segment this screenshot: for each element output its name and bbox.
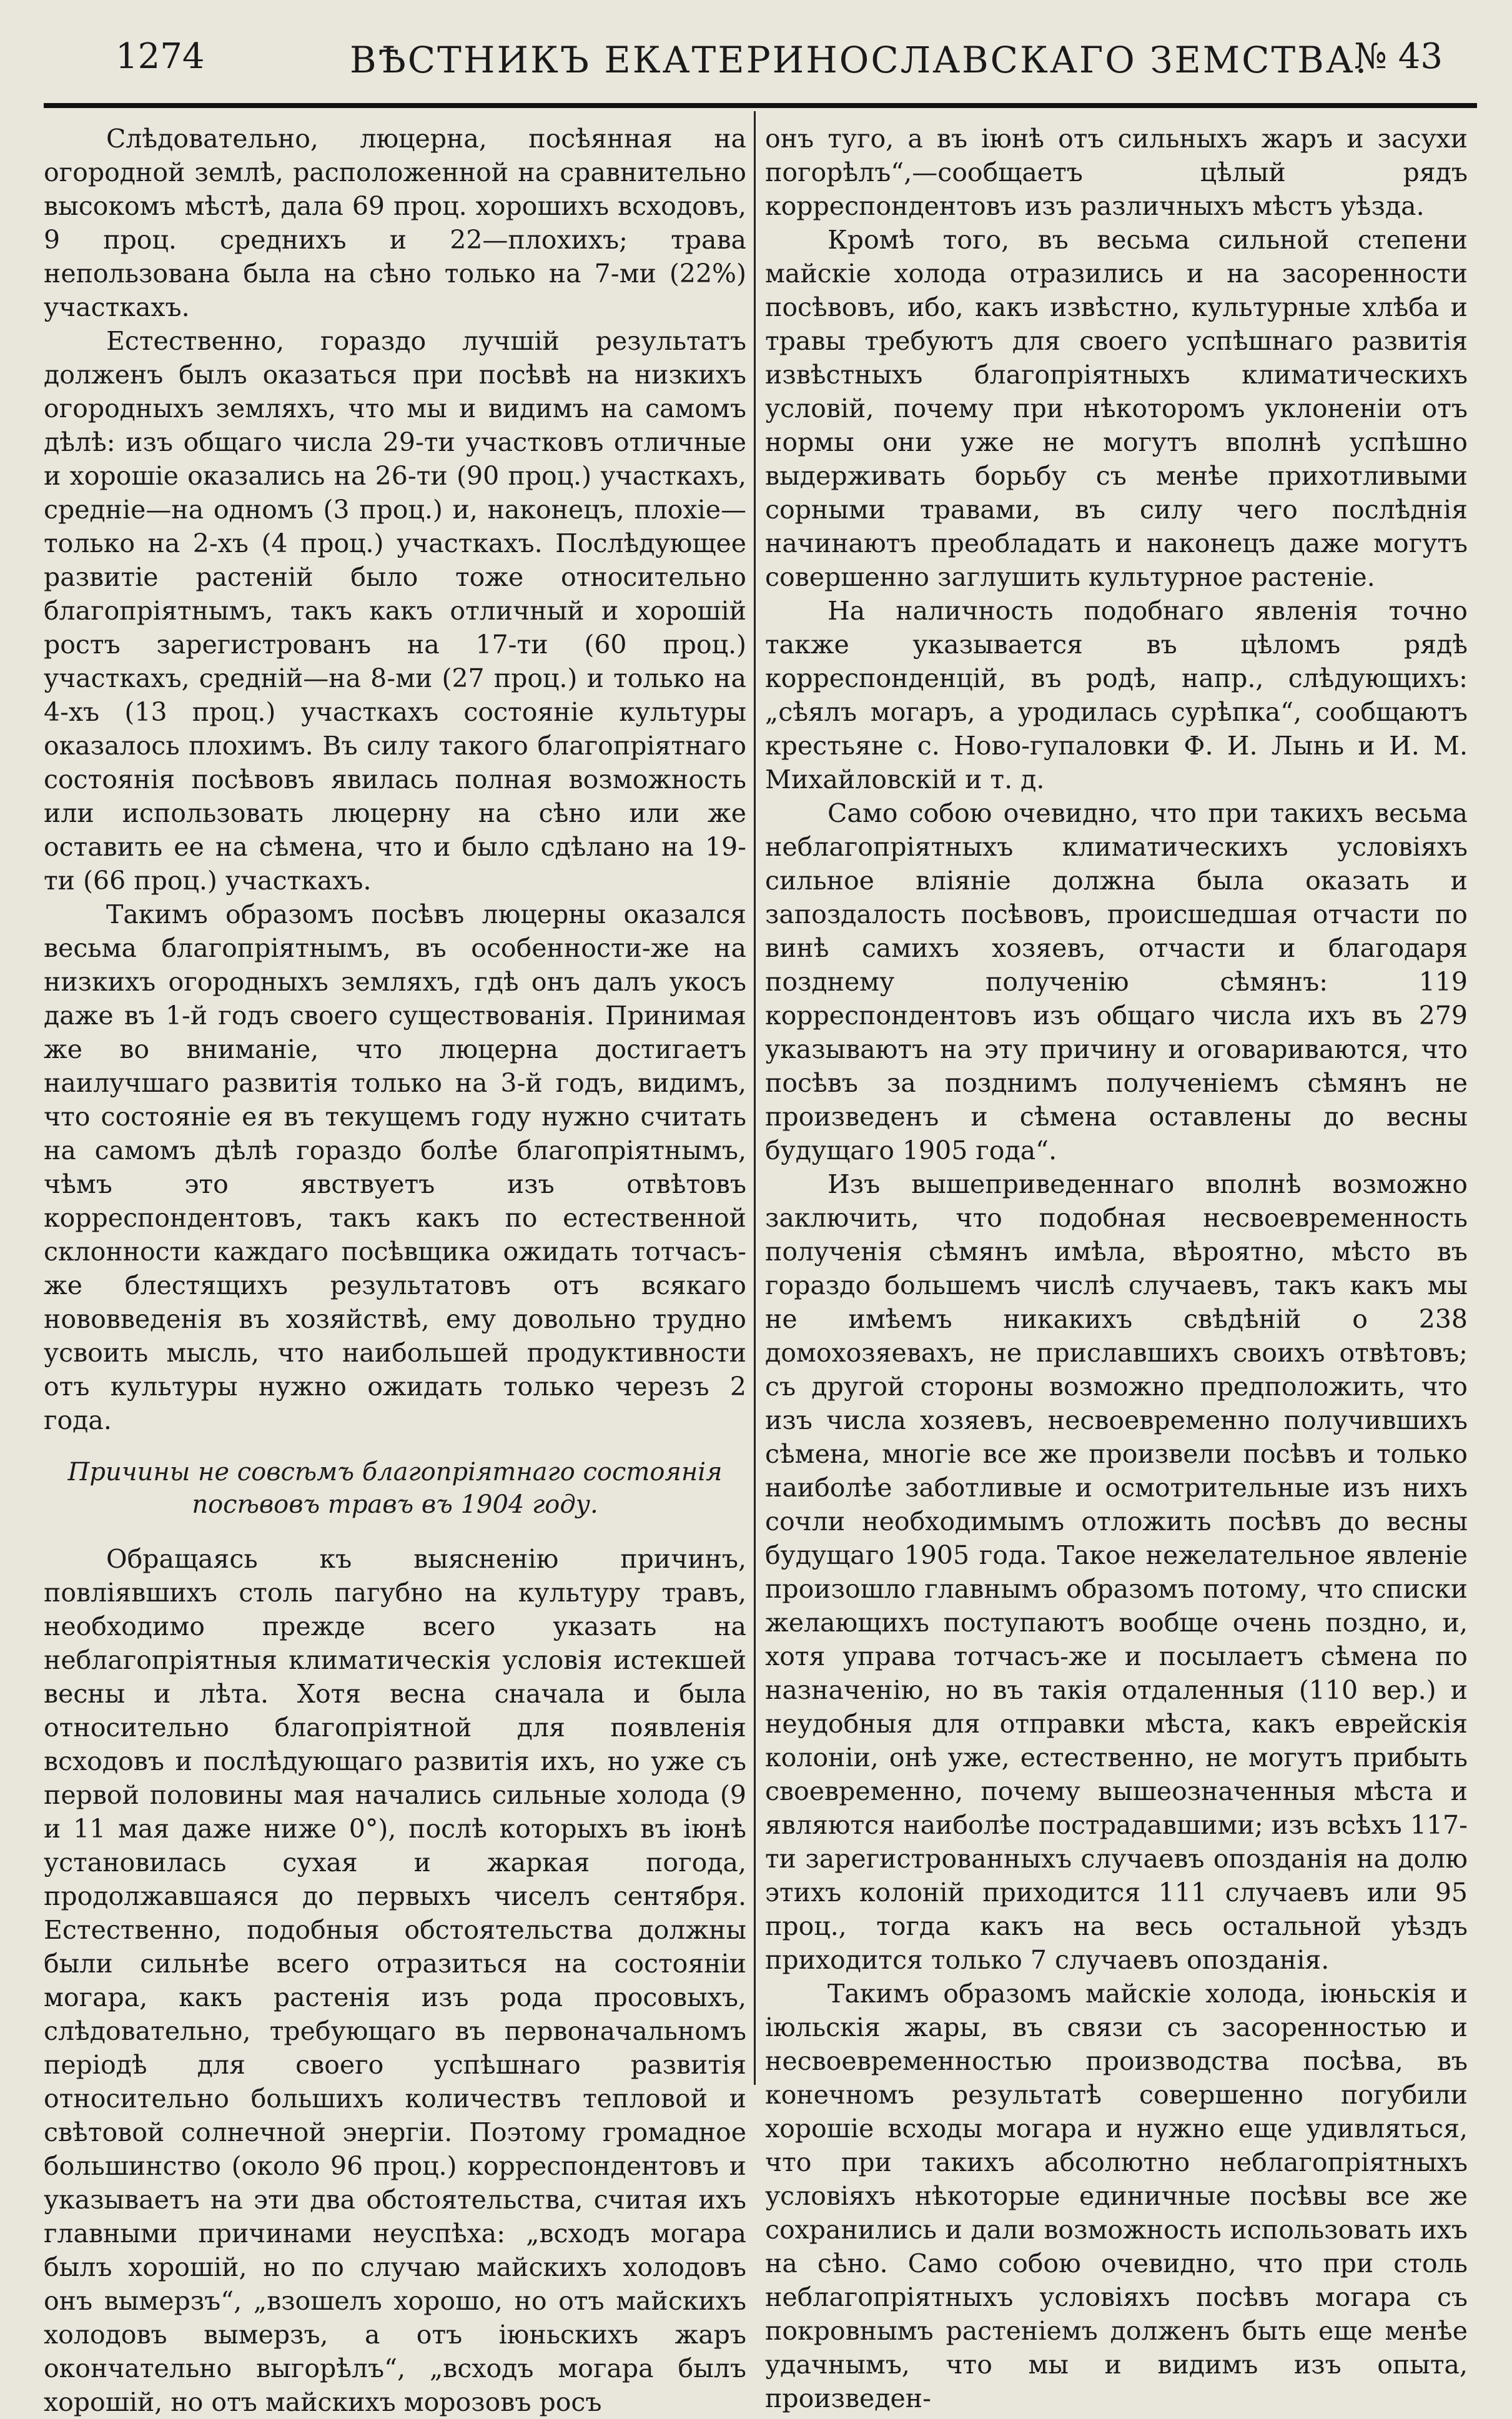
section-heading: Причины не совсѣмъ благопріятнаго состоянія посѣвовъ травъ въ 1904 году.	[67, 1458, 723, 1519]
journal-title: ВѢСТНИКЪ ЕКАТЕРИНОСЛАВСКАГО ЗЕМСТВА.	[350, 39, 1369, 81]
paragraph: Естественно, гораздо лучшій результатъ долженъ былъ оказаться при посѣвѣ на низкихъ огородныхъ земляхъ, что мы и видимъ на самомъ дѣлѣ: изъ общаго числа 29-ти участковъ отличные и хорошіе оказались на 26-ти (90 проц.) участкахъ, средніе—на одномъ (3 проц.) и, наконецъ, плохіе—только на 2-хъ (4 проц.) участкахъ. Послѣдующее развитіе растеній было тоже относительно благопріятнымъ, такъ какъ отличный и хорошій ростъ зарегистрованъ на 17-ти (60 проц.) участкахъ, средній—на 8-ми (27 проц.) и только на 4-хъ (13 проц.) участкахъ состояніе культуры оказалось плохимъ. Въ силу такого благопріятнаго состоянія посѣвовъ явилась полная возможность или использовать люцерну на сѣно или же оставить ее на сѣмена, что и было сдѣлано на 19-ти (66 проц.) участкахъ.	[44, 326, 746, 896]
paragraph: Само собою очевидно, что при такихъ весьма неблагопріятныхъ климатическихъ условіяхъ сильное вліяніе должна была оказать и запоздалость посѣвовъ, происшедшая отчасти по винѣ самихъ хозяевъ, отчасти и благодаря позднему полученію сѣмянъ: 119 корреспондентовъ изъ общаго числа ихъ въ 279 указываютъ на эту причину и оговариваются, что посѣвъ за позднимъ полученіемъ сѣмянъ не произведенъ и сѣмена оставлены до весны будущаго 1905 года“.	[765, 798, 1468, 1165]
paragraph: Изъ вышеприведеннаго вполнѣ возможно заключить, что подобная несвоевременность полученія сѣмянъ имѣла, вѣроятно, мѣсто въ гораздо большемъ числѣ случаевъ, такъ какъ мы не имѣемъ никакихъ свѣдѣній о 238 домохозяевахъ, не приславшихъ своихъ отвѣтовъ; съ другой стороны возможно предположить, что изъ числа хозяевъ, несвоевременно получившихъ сѣмена, многіе все же произвели посѣвъ и только наиболѣе заботливые и осмотрительные изъ нихъ сочли необходимымъ отложить посѣвъ до весны будущаго 1905 года. Такое нежелательное явленіе произошло главнымъ образомъ потому, что списки желающихъ поступаютъ вообще очень поздно, и, хотя управа тотчасъ-же и посылаетъ сѣмена по назначенію, но въ такія отдаленныя (110 вер.) и неудобныя для отправки мѣста, какъ еврейскія колоніи, онѣ уже, естественно, не могутъ прибыть своевременно, почему вышеозначенныя мѣста и являются наиболѣе пострадавшими; изъ всѣхъ 117-ти зарегистрованныхъ случаевъ опозданія на долю этихъ колоній приходится 111 случаевъ или 95 проц., тогда какъ на весь остальной уѣздъ приходится только 7 случаевъ опозданія.	[765, 1169, 1468, 1975]
right-column	[765, 122, 1468, 2413]
paragraph: Обращаясь къ выясненію причинъ, повліявшихъ столь пагубно на культуру травъ, необходимо прежде всего указать на неблагопріятныя климатическія условія истекшей весны и лѣта. Хотя весна сначала и была относительно благопріятной для появленія всходовъ и послѣдующаго развитія ихъ, но уже съ первой половины мая начались сильные холода (9 и 11 мая даже ниже 0°), послѣ которыхъ въ іюнѣ установилась сухая и жаркая погода, продолжавшаяся до первыхъ чиселъ сентября. Естественно, подобныя обстоятельства должны были сильнѣе всего отразиться на состояніи могара, какъ растенія изъ рода просовыхъ, слѣдовательно, требующаго въ первоначальномъ періодѣ для своего успѣшнаго развитія относительно большихъ количествъ тепловой и свѣтовой солнечной энергіи. Поэтому громадное большинство (около 96 проц.) корреспондентовъ и указываетъ на эти два обстоятельства, считая ихъ главными причинами неуспѣха: „всходъ могара былъ хорошій, но по случаю майскихъ холодовъ онъ вымерзъ“, „взошелъ хорошо, но отъ майскихъ холодовъ вымерзъ, а отъ іюньскихъ жаръ окончательно выгорѣлъ“, „всходъ могара былъ хорошій, но отъ майскихъ морозовъ росъ	[44, 1544, 746, 2417]
page-header	[44, 25, 1468, 94]
paragraph: Такимъ образомъ посѣвъ люцерны оказался весьма благопріятнымъ, въ особенности-же на низкихъ огородныхъ земляхъ, гдѣ онъ далъ укосъ даже въ 1-й годъ своего существованія. Принимая же во вниманіе, что люцерна достигаетъ наилучшаго развитія только на 3-й годъ, видимъ, что состояніе ея въ текущемъ году нужно считать на самомъ дѣлѣ гораздо болѣе благопріятнымъ, чѣмъ это явствуетъ изъ отвѣтовъ корреспондентовъ, такъ какъ по естественной склонности каждаго посѣвщика ожидать тотчасъ-же блестящихъ результатовъ отъ всякаго нововведенія въ хозяйствѣ, ему довольно трудно усвоить мысль, что наибольшей продуктивности отъ культуры нужно ожидать только черезъ 2 года.	[44, 899, 746, 1435]
column-divider	[754, 111, 756, 2085]
paragraph: онъ туго, а въ іюнѣ отъ сильныхъ жаръ и засухи погорѣлъ“,—сообщаетъ цѣлый рядъ корреспондентовъ изъ различныхъ мѣстъ уѣзда.	[765, 124, 1468, 221]
header-rule	[44, 103, 1477, 108]
issue-number: № 43	[1353, 36, 1443, 77]
paragraph: Слѣдовательно, люцерна, посѣянная на огородной землѣ, расположенной на сравнительно высокомъ мѣстѣ, дала 69 проц. хорошихъ всходовъ, 9 проц. среднихъ и 22—плохихъ; трава непользована была на сѣно только на 7-ми (22%) участкахъ.	[44, 124, 746, 322]
left-column	[44, 122, 746, 2417]
page-number: 1274	[116, 36, 205, 77]
paragraph: Кромѣ того, въ весьма сильной степени майскіе холода отразились и на засоренности посѣвовъ, ибо, какъ извѣстно, культурные хлѣба и травы требуютъ для своего успѣшнаго развитія извѣстныхъ благопріятныхъ климатическихъ условій, почему при нѣкоторомъ уклоненіи отъ нормы они уже не могутъ вполнѣ успѣшно выдерживать борьбу съ менѣе прихотливыми сорными травами, въ силу чего послѣднія начинаютъ преобладать и наконецъ даже могутъ совершенно заглушить культурное растеніе.	[765, 225, 1468, 592]
paragraph: Такимъ образомъ майскіе холода, іюньскія и іюльскія жары, въ связи съ засоренностью и несвоевременностью производства посѣва, въ конечномъ результатѣ совершенно погубили хорошіе всходы могара и нужно еще удивляться, что при такихъ абсолютно неблагопріятныхъ условіяхъ нѣкоторые единичные посѣвы все же сохранились и дали возможность использовать ихъ на сѣно. Само собою очевидно, что при столь неблагопріятныхъ условіяхъ посѣвъ могара съ покровнымъ растеніемъ долженъ быть еще менѣе удачнымъ, что мы и видимъ изъ опыта, произведен-	[765, 1979, 1468, 2413]
paragraph: На наличность подобнаго явленія точно также указывается въ цѣломъ рядѣ корреспонденцій, въ родѣ, напр., слѣдующихъ: „сѣялъ могаръ, а уродилась сурѣпка“, сообщаютъ крестьяне с. Ново-гупаловки Ф. И. Лынь и И. М. Михайловскій и т. д.	[765, 596, 1468, 794]
